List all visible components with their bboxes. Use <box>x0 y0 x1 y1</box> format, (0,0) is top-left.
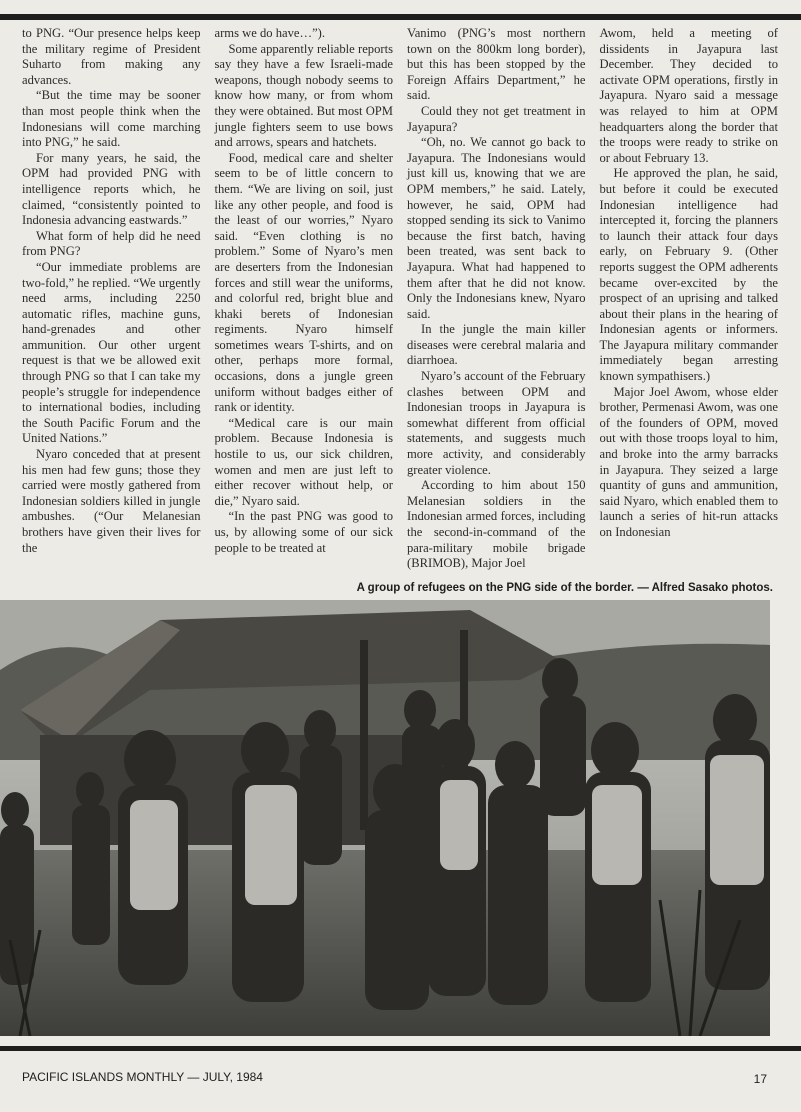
article-paragraph: Nyaro’s account of the February clashes between OPM and Indonesian troops in Jayapura is somewhat different from official statements, and suggests much more activity, and considerably greater violence. <box>407 369 586 477</box>
article-paragraph: “Our immediate problems are two-fold,” he replied. “We urgently need arms, including 2250 automatic rifles, machine guns, hand-grenades and other ammunition. Our other urgent request is that we be allowed exit through PNG so that I can take my people’s struggle for independence to international bodies, including the South Pacific Forum and the United Nations.” <box>22 259 201 446</box>
page-number: 17 <box>753 1072 767 1086</box>
article-paragraph: He approved the plan, he said, but before it could be executed Indonesian intelligence had intercepted it, forcing the planners to launch their attack four days early, on February 9. (Other reports suggest the OPM adherents became over-excited by the prospect of an uprising and talked about their plans in the hearing of Indonesian agents or informers. The Jayapura military commander immediately began arresting known sympathisers.) <box>599 166 778 384</box>
article-body <box>22 26 778 574</box>
article-paragraph: to PNG. “Our presence helps keep the military regime of President Suharto from making any advances. <box>22 26 201 87</box>
article-paragraph: “But the time may be sooner than most people think when the Indonesians will come marching into PNG,” he said. <box>22 88 201 150</box>
article-column-1 <box>22 26 201 574</box>
article-paragraph: arms we do have…”). <box>214 26 326 40</box>
article-paragraph: Awom, held a meeting of dissidents in Jayapura last December. They decided to activate OPM operations, firstly in Jayapura. Nyaro said a message was relayed to him at OPM headquarters along the border that the troops were ready to strike on or about February 13. <box>599 26 778 165</box>
article-column-2 <box>215 26 394 574</box>
article-paragraph: In the jungle the main killer diseases were cerebral malaria and diarrhoea. <box>407 322 586 368</box>
article-column-3 <box>407 26 586 574</box>
photo-illustration <box>0 600 770 1036</box>
article-column-4 <box>600 26 779 574</box>
article-paragraph: Some apparently reliable reports say they have a few Israeli-made weapons, though nobody seems to know how many, or from whom they were obtained. But most OPM jungle fighters seem to use bows and arrows, spears and hatchets. <box>214 41 393 150</box>
article-paragraph: Could they not get treatment in Jayapura? <box>407 103 586 134</box>
publication-footer: PACIFIC ISLANDS MONTHLY — JULY, 1984 <box>22 1070 263 1084</box>
photo-caption: A group of refugees on the PNG side of the border. — Alfred Sasako photos. <box>356 582 773 594</box>
article-paragraph: Food, medical care and shelter seem to be of little concern to them. “We are living on soil, just like any other people, and food is the least of our worries,” Nyaro said. “Even clothing is no problem.” Some of Nyaro’s men are deserters from the Indonesian forces and still wear the uniforms, and colorful red, bright blue and khaki berets of Indonesian regiments. Nyaro himself sometimes wears T-shirts, and on other, perhaps more formal, occasions, dons a jungle green uniform without badges either of rank or identity. <box>214 150 393 415</box>
top-rule <box>0 14 801 20</box>
article-paragraph: “Oh, no. We cannot go back to Jayapura. The Indonesians would just kill us, knowing that we are OPM members,” he said. Lately, however, he said, OPM had stopped sending its sick to Vanimo because the first batch, having been treated, was sent back to Jayapura. What had happened to them after that he did not know. Only the Indonesians knew, Nyaro said. <box>407 135 586 321</box>
article-paragraph: According to him about 150 Melanesian soldiers in the Indonesian armed forces, including the second-in-command of the para-military mobile brigade (BRIMOB), Major Joel <box>407 478 586 571</box>
article-paragraph: What form of help did he need from PNG? <box>22 228 201 259</box>
article-paragraph: Vanimo (PNG’s most northern town on the 800km long border), but this has been stopped by the Foreign Affairs Department,” he said. <box>407 26 586 103</box>
article-paragraph: “Medical care is our main problem. Because Indonesia is hostile to us, our sick children, women and men are just left to either recover without help, or die,” Nyaro said. <box>214 415 393 508</box>
refugee-group-photo <box>0 600 770 1036</box>
article-paragraph: Nyaro conceded that at present his men had few guns; those they carried were mostly gathered from Indonesian soldiers killed in jungle ambushes. (“Our Melanesian brothers have given their lives for the <box>22 447 201 555</box>
article-paragraph: For many years, he said, the OPM had provided PNG with intelligence reports which, he claimed, “consistently pointed to Indonesia advancing eastwards.” <box>22 150 201 228</box>
article-paragraph: Major Joel Awom, whose elder brother, Permenasi Awom, was one of the founders of OPM, moved out with those troops loyal to him, and broke into the army barracks in Jayapura. They seized a large quantity of guns and ammunition, said Nyaro, which enabled them to launch a series of hit-run attacks on Indonesian <box>599 384 778 539</box>
bottom-rule <box>0 1046 801 1051</box>
article-paragraph: “In the past PNG was good to us, by allowing some of our sick people to be treated at <box>214 509 393 555</box>
